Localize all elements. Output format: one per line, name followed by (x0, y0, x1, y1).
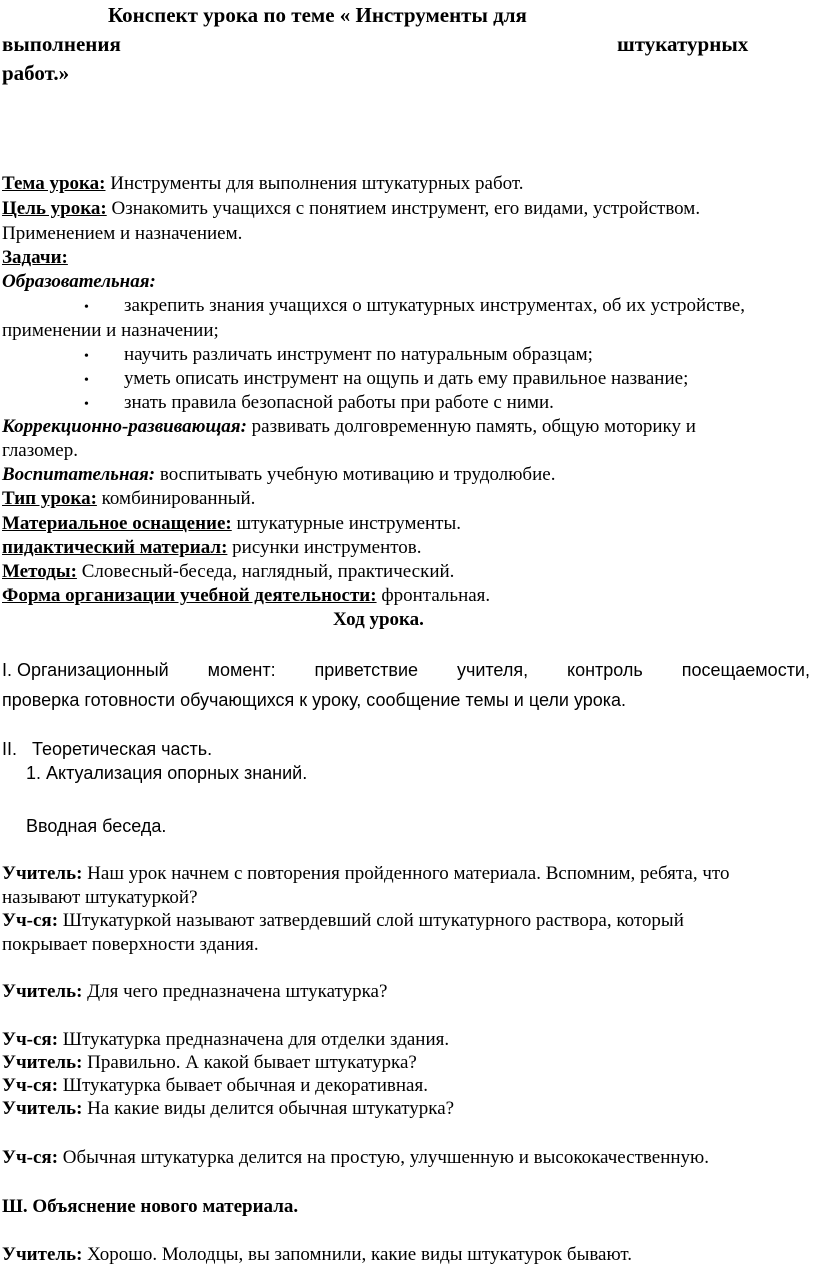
goal-line (2, 197, 700, 220)
stage-1-word: учителя, (456, 660, 529, 680)
methods-value: Словесный-беседа, наглядный, практический. (76, 561, 455, 582)
stage-2-title: Теоретическая часть. (32, 739, 213, 759)
upbringing-value: воспитывать учебную мотивацию и трудолюбие. (155, 464, 556, 485)
dialogue-text: Штукатурка предназначена для отделки здания. (58, 1029, 450, 1050)
educational-item-4: знать правила безопасной работы при работе с ними. (124, 392, 554, 413)
equipment-line (2, 512, 461, 535)
dialogue-line (2, 1051, 417, 1074)
corrective-continuation: глазомер. (2, 440, 78, 461)
corrective-line (2, 415, 696, 438)
form-label: Форма организации учебной деятельности: (2, 585, 377, 606)
dialogue-line (2, 1074, 428, 1097)
lesson-type-line (2, 487, 255, 510)
dialogue-text: Обычная штукатурка делится на простую, улучшенную и высококачественную. (58, 1147, 709, 1168)
speaker-label: Учитель: (2, 1052, 83, 1073)
lesson-flow-heading: Ход урока. (333, 609, 424, 630)
goal-continuation: Применением и назначением. (2, 223, 243, 244)
dialogue-line (2, 980, 387, 1003)
stage-2-subsection: 1. Актуализация опорных знаний. (26, 763, 308, 783)
didactic-line (2, 536, 422, 559)
educational-item-1: закрепить знания учащихся о штукатурных инструментах, об их устройстве, (124, 295, 745, 316)
dialogue-text: Штукатуркой называют затвердевший слой штукатурного раствора, который (58, 910, 684, 931)
equipment-value: штукатурные инструменты. (231, 513, 461, 534)
speaker-label: Уч-ся: (2, 1147, 59, 1168)
goal-label: Цель урока: (2, 198, 107, 219)
speaker-label: Уч-ся: (2, 910, 59, 931)
goal-value: Ознакомить учащихся с понятием инструмент, его видами, устройством. (106, 198, 701, 219)
didactic-value: рисунки инструментов. (227, 537, 422, 558)
dialogue-line (2, 1028, 449, 1051)
document-title-line-1: Конспект урока по теме « Инструменты для (108, 3, 527, 27)
speaker-label: Учитель: (2, 981, 83, 1002)
dialogue-text: Наш урок начнем с повторения пройденного материала. Вспомним, ребята, что (82, 863, 730, 884)
stage-1-word: приветствие (314, 660, 419, 680)
tasks-label: Задачи: (2, 247, 68, 268)
dialogue-text: Для чего предназначена штукатурка? (82, 981, 388, 1002)
speaker-label: Учитель: (2, 1098, 83, 1119)
speaker-label: Учитель: (2, 1244, 83, 1265)
document-title-line-2-left: выполнения (2, 32, 121, 56)
equipment-label: Материальное оснащение: (2, 513, 232, 534)
corrective-value: развивать долговременную память, общую моторику и (246, 416, 696, 437)
stage-1-word: I. Организационный (2, 660, 169, 680)
dialogue-line (2, 909, 684, 932)
educational-item-2: научить различать инструмент по натуральным образцам; (124, 344, 593, 365)
document-title-line-2-right: штукатурных (617, 32, 749, 56)
dialogue-text: Штукатурка бывает обычная и декоративная. (58, 1075, 428, 1096)
bullet-icon: • (84, 300, 89, 315)
dialogue-continuation: называют штукатуркой? (2, 887, 198, 908)
methods-label: Методы: (2, 561, 77, 582)
stage-1-word: контроль (567, 660, 643, 680)
educational-item-3: уметь описать инструмент на ощупь и дать ему правильное название; (124, 368, 689, 389)
lesson-type-value: комбинированный. (96, 488, 256, 509)
didactic-label: пидактический материал: (2, 537, 228, 558)
bullet-icon: • (84, 397, 89, 412)
speaker-label: Уч-ся: (2, 1029, 59, 1050)
dialogue-line (2, 1146, 709, 1169)
upbringing-label: Воспитательная: (2, 464, 156, 485)
speaker-label: Учитель: (2, 863, 83, 884)
lesson-type-label: Тип урока: (2, 488, 97, 509)
topic-value: Инструменты для выполнения штукатурных работ. (105, 173, 524, 194)
dialogue-text: На какие виды делится обычная штукатурка? (82, 1098, 455, 1119)
upbringing-line (2, 463, 555, 486)
speaker-label: Уч-ся: (2, 1075, 59, 1096)
methods-line (2, 560, 454, 583)
topic-label: Тема урока: (2, 173, 106, 194)
educational-label: Образовательная: (2, 271, 156, 292)
stage-1-line (2, 659, 810, 682)
dialogue-line (2, 862, 729, 885)
bullet-icon: • (84, 373, 89, 388)
form-value: фронтальная. (376, 585, 491, 606)
educational-item-1-continuation: применении и назначении; (2, 320, 219, 341)
form-line (2, 584, 490, 607)
stage-2-numeral: II. (2, 739, 18, 759)
stage-1-word: момент: (207, 660, 276, 680)
topic-line (2, 172, 524, 195)
dialogue-line (2, 1097, 454, 1120)
stage-1-continuation: проверка готовности обучающихся к уроку, сообщение темы и цели урока. (2, 690, 627, 710)
bullet-icon: • (84, 349, 89, 364)
corrective-label: Коррекционно-развивающая: (2, 416, 247, 437)
dialogue-continuation: покрывает поверхности здания. (2, 934, 259, 955)
document-title-line-3: работ.» (2, 61, 70, 85)
dialogue-text: Хорошо. Молодцы, вы запомнили, какие виды штукатурок бывают. (82, 1244, 633, 1265)
stage-1-word: посещаемости, (681, 660, 810, 680)
dialogue-text: Правильно. А какой бывает штукатурка? (82, 1052, 417, 1073)
stage-3-heading: Ш. Объяснение нового материала. (2, 1196, 299, 1217)
dialogue-line (2, 1243, 632, 1266)
intro-conversation: Вводная беседа. (26, 816, 167, 836)
